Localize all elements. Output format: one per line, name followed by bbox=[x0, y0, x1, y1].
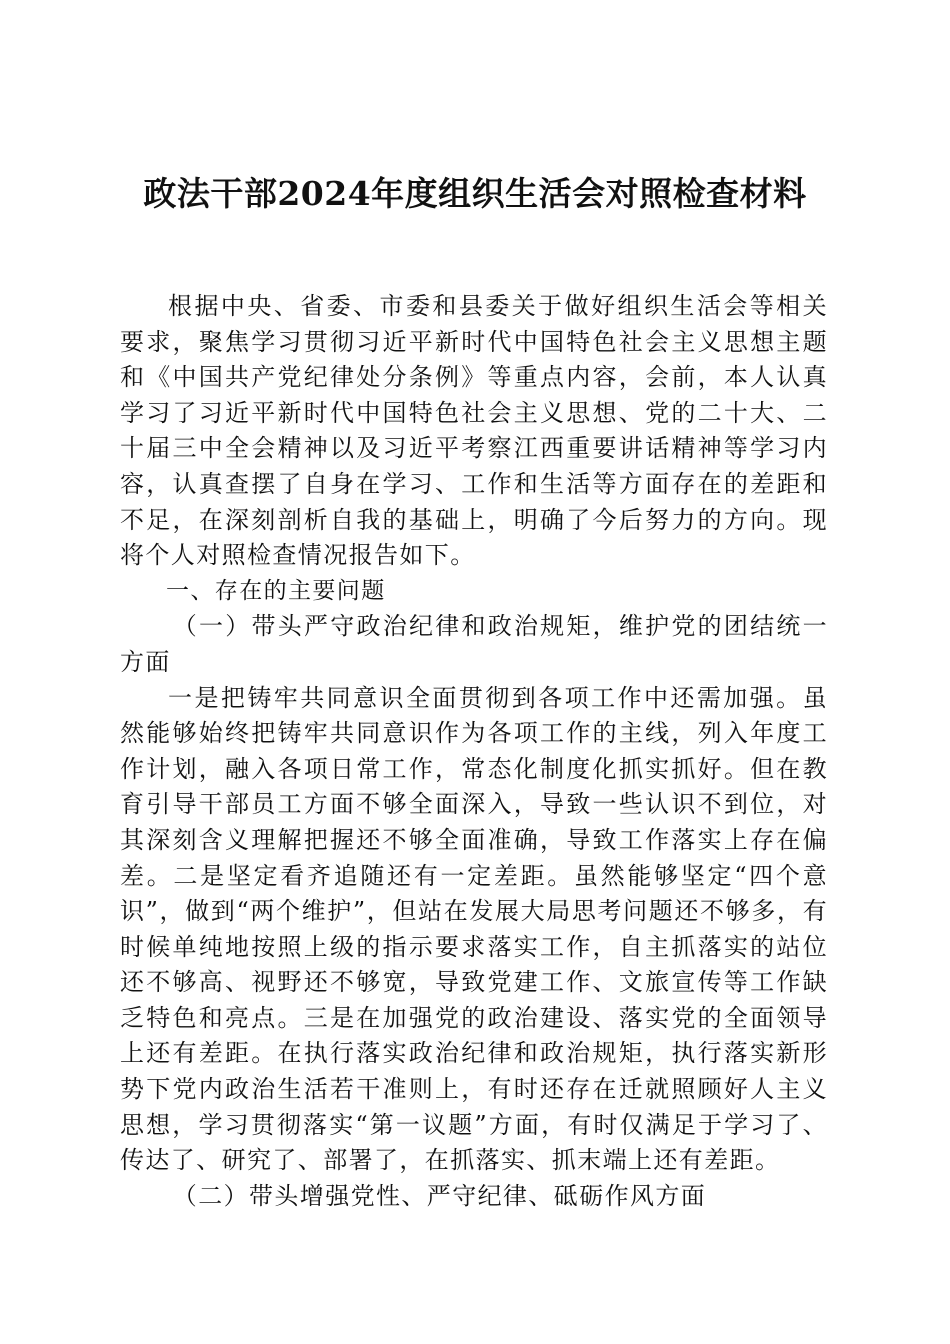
document-title: 政法干部2024年度组织生活会对照检查材料 bbox=[143, 174, 807, 213]
section-heading-1: 一、存在的主要问题 bbox=[166, 577, 386, 604]
subsection-heading-1: （一）带头严守政治纪律和政治规矩，维护党的团结统一方面 bbox=[120, 612, 828, 676]
document-body bbox=[120, 289, 828, 1214]
subsection-1-paragraph: 一是把铸牢共同意识全面贯彻到各项工作中还需加强。虽然能够始终把铸牢共同意识作为各项工作的主线，列入年度工作计划，融入各项日常工作，常态化制度化抓实抓好。但在教育引导干部员工方面不够全面深入，导致一些认识不到位，对其深刻含义理解把握还不够全面准确，导致工作落实上存在偏差。二是坚定看齐追随还有一定差距。虽然能够坚定“四个意识”，做到“两个维护”，但站在发展大局思考问题还不够多，有时候单纯地按照上级的指示要求落实工作，自主抓落实的站位还不够高、视野还不够宽，导致党建工作、文旅宣传等工作缺乏特色和亮点。三是在加强党的政治建设、落实党的全面领导上还有差距。在执行落实政治纪律和政治规矩，执行落实新形势下党内政治生活若干准则上，有时还存在迁就照顾好人主义思想，学习贯彻落实“第一议题”方面，有时仅满足于学习了、传达了、研究了、部署了，在抓落实、抓末端上还有差距。 bbox=[120, 683, 828, 1175]
intro-paragraph: 根据中央、省委、市委和县委关于做好组织生活会等相关要求，聚焦学习贯彻习近平新时代中国特色社会主义思想主题和《中国共产党纪律处分条例》等重点内容，会前，本人认真学习了习近平新时代中国特色社会主义思想、党的二十大、二十届三中全会精神以及习近平考察江西重要讲话精神等学习内容，认真查摆了自身在学习、工作和生活等方面存在的差距和不足，在深刻剖析自我的基础上，明确了今后努力的方向。现将个人对照检查情况报告如下。 bbox=[120, 292, 828, 570]
subsection-heading-2: （二）带头增强党性、严守纪律、砥砺作风方面 bbox=[172, 1181, 707, 1210]
